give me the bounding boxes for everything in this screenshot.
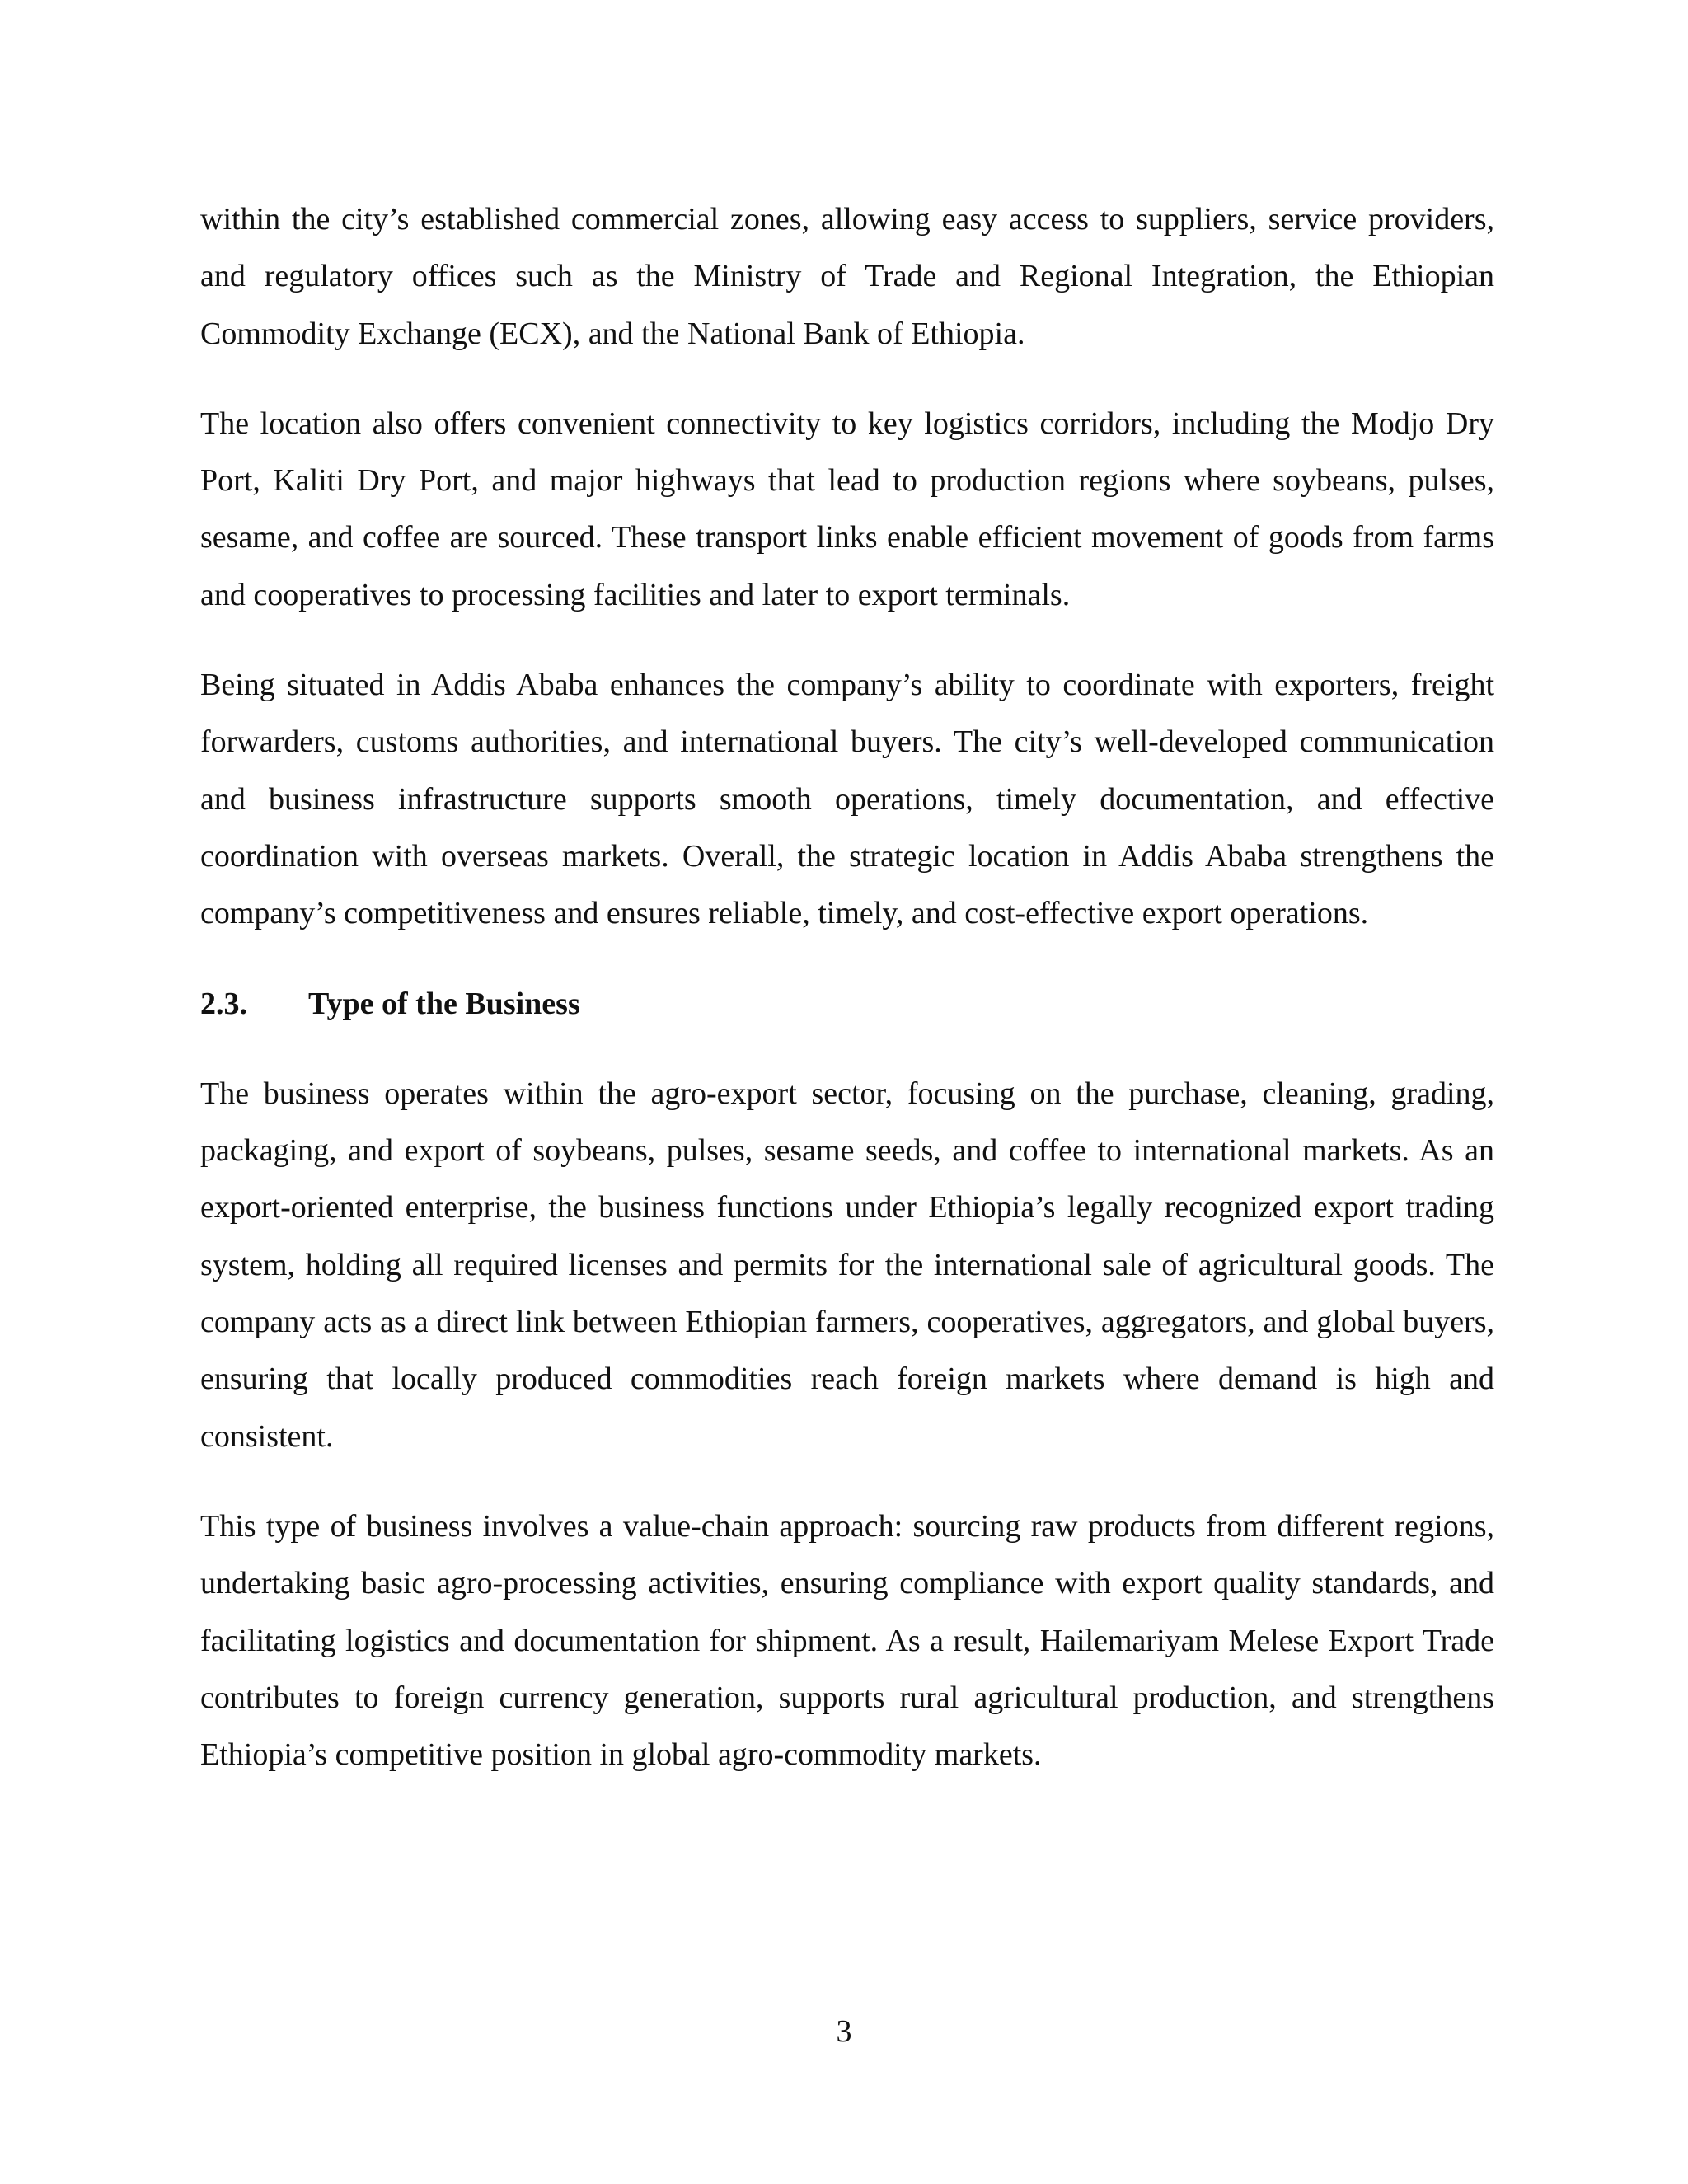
section-heading bbox=[200, 976, 1494, 1033]
page-number: 3 bbox=[836, 2014, 852, 2049]
section-title: Type of the Business bbox=[308, 986, 580, 1021]
page-content bbox=[200, 191, 1494, 1816]
paragraph-addis-ababa-location: Being situated in Addis Ababa enhances the company’s ability to coordinate with exporters, freight forwarders, customs authorities, and international buyers. The city’s well-developed communication and business infrastructure supports smooth operations, timely documentation, and effective coordination with overseas markets. Overall, the strategic location in Addis Ababa strengthens the company’s competitiveness and ensures reliable, timely, and cost-effective export operations. bbox=[200, 668, 1494, 931]
section-number: 2.3. bbox=[200, 986, 247, 1021]
paragraph-value-chain: This type of business involves a value-chain approach: sourcing raw products from different regions, undertaking basic agro-processing activities, ensuring compliance with export quality standards, and facilitating logistics and documentation for shipment. As a result, Hailemariyam Melese Export Trade contributes to foreign currency generation, supports rural agricultural production, and strengthens Ethiopia’s competitive position in global agro-commodity markets. bbox=[200, 1508, 1494, 1773]
paragraph-commercial-zones: within the city’s established commercial zones, allowing easy access to suppliers, service providers, and regulatory offices such as the Ministry of Trade and Regional Integration, the Ethiopian Commodity Exchange (ECX), and the National Bank of Ethiopia. bbox=[200, 202, 1494, 351]
paragraph-agro-export-sector: The business operates within the agro-export sector, focusing on the purchase, cleaning, grading, packaging, and export of soybeans, pulses, sesame seeds, and coffee to international markets. As an export-oriented enterprise, the business functions under Ethiopia’s legally recognized export trading system, holding all required licenses and permits for the international sale of agricultural goods. The company acts as a direct link between Ethiopian farmers, cooperatives, aggregators, and global buyers, ensuring that locally produced commodities reach foreign markets where demand is high and consistent. bbox=[200, 1076, 1494, 1454]
paragraph-logistics-corridors: The location also offers convenient connectivity to key logistics corridors, including the Modjo Dry Port, Kaliti Dry Port, and major highways that lead to production regions where soybeans, pulses, sesame, and coffee are sourced. These transport links enable efficient movement of goods from farms and cooperatives to processing facilities and later to export terminals. bbox=[200, 405, 1494, 612]
